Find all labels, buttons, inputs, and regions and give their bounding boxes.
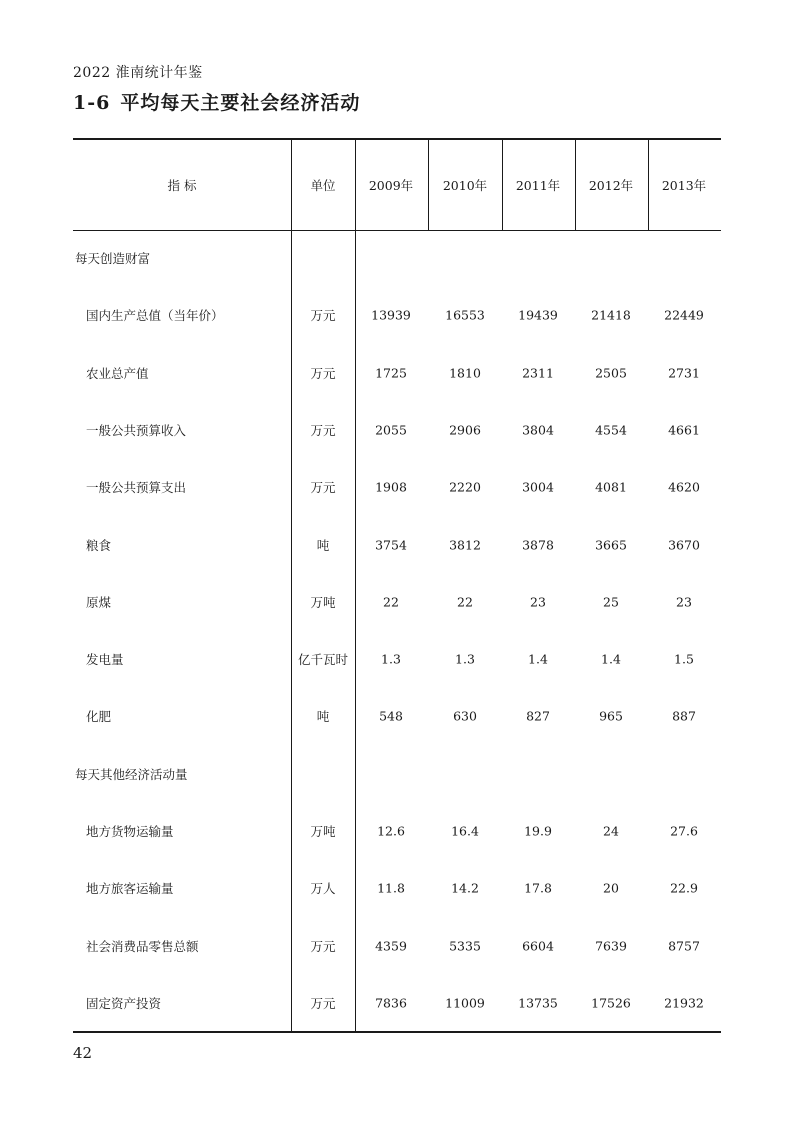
row-value-cell: 25 [603, 594, 619, 610]
year-column-header: 2012年 [588, 178, 634, 193]
table-bottom-rule [73, 1031, 721, 1033]
row-value-cell: 827 [526, 708, 550, 724]
statistics-table [73, 138, 721, 1033]
row-value-cell: 4359 [375, 938, 407, 954]
table-number: 1-6 [73, 92, 111, 114]
row-unit: 万元 [310, 995, 336, 1011]
unit-column-divider [355, 138, 356, 1033]
row-value-cell: 1810 [449, 365, 481, 381]
row-value-cell: 2311 [522, 365, 554, 381]
row-value-cell: 27.6 [670, 823, 698, 839]
row-value-cell: 887 [672, 708, 696, 724]
unit-column-header: 单位 [310, 178, 336, 193]
table-header-rule [73, 230, 721, 231]
row-value-cell: 4081 [595, 479, 627, 495]
row-value-cell: 22 [383, 594, 399, 610]
row-value-cell: 22 [457, 594, 473, 610]
row-value-cell: 21932 [664, 995, 704, 1011]
row-value-cell: 16553 [445, 307, 485, 323]
row-value-cell: 21418 [591, 307, 631, 323]
row-value-cell: 4661 [668, 422, 700, 438]
row-value-cell: 2505 [595, 365, 627, 381]
row-unit: 万元 [310, 308, 336, 324]
row-unit: 万吨 [310, 824, 336, 839]
header-divider-2013 [648, 138, 649, 231]
section-heading: 每天其他经济活动量 [75, 766, 188, 782]
row-value-cell: 23 [530, 594, 546, 610]
row-value-cell: 3878 [522, 537, 554, 552]
row-unit: 万元 [310, 480, 336, 496]
table-top-rule [73, 138, 721, 140]
row-value-cell: 12.6 [377, 823, 405, 839]
header-divider-2012 [575, 138, 576, 231]
row-indicator-label: 社会消费品零售总额 [86, 938, 199, 954]
row-value-cell: 1725 [375, 365, 407, 381]
year-column-header: 2010年 [442, 178, 488, 193]
row-value-cell: 14.2 [451, 880, 479, 896]
row-value-cell: 7639 [595, 938, 627, 954]
row-indicator-label: 固定资产投资 [86, 995, 162, 1011]
row-unit: 万元 [310, 365, 336, 381]
row-value-cell: 22449 [664, 307, 704, 323]
row-value-cell: 3754 [375, 537, 407, 552]
row-indicator-label: 发电量 [86, 652, 124, 668]
row-value-cell: 1.4 [601, 651, 621, 667]
indicator-column-header: 指 标 [167, 178, 197, 193]
row-indicator-label: 一般公共预算收入 [86, 422, 187, 438]
indicator-column-divider [291, 138, 292, 1033]
row-value-cell: 17.8 [524, 880, 552, 896]
row-indicator-label: 国内生产总值（当年价） [86, 308, 224, 324]
row-value-cell: 20 [603, 880, 619, 896]
row-value-cell: 5335 [449, 938, 481, 954]
row-indicator-label: 化肥 [86, 709, 112, 725]
row-value-cell: 13735 [518, 995, 558, 1011]
table-title-text: 平均每天主要社会经济活动 [120, 92, 361, 114]
row-indicator-label: 原煤 [86, 594, 112, 610]
row-value-cell: 1908 [375, 479, 407, 495]
row-value-cell: 1.4 [528, 651, 548, 667]
row-value-cell: 4554 [595, 422, 627, 438]
row-value-cell: 2906 [449, 422, 481, 438]
row-value-cell: 3665 [595, 537, 627, 552]
row-value-cell: 3670 [668, 537, 700, 552]
year-column-header: 2009年 [368, 178, 414, 193]
row-value-cell: 13939 [371, 307, 411, 323]
row-indicator-label: 粮食 [86, 537, 112, 553]
row-value-cell: 19.9 [524, 823, 552, 839]
row-value-cell: 4620 [668, 479, 700, 495]
row-value-cell: 3004 [522, 479, 554, 495]
row-value-cell: 1.5 [674, 651, 694, 667]
row-value-cell: 3804 [522, 422, 554, 438]
row-unit: 万元 [310, 422, 336, 438]
row-value-cell: 24 [603, 823, 619, 839]
row-value-cell: 16.4 [451, 823, 479, 839]
row-value-cell: 3812 [449, 537, 481, 552]
row-unit: 万吨 [310, 594, 336, 610]
book-title: 2022 淮南统计年鉴 [73, 65, 203, 81]
row-value-cell: 548 [379, 708, 403, 724]
row-value-cell: 965 [599, 708, 623, 724]
row-value-cell: 1.3 [381, 651, 401, 667]
row-value-cell: 23 [676, 594, 692, 610]
row-unit: 吨 [316, 537, 330, 553]
header-divider-2010 [428, 138, 429, 231]
row-value-cell: 630 [453, 708, 477, 724]
row-value-cell: 2220 [449, 479, 481, 495]
row-value-cell: 22.9 [670, 880, 698, 896]
row-value-cell: 7836 [375, 995, 407, 1011]
section-heading: 每天创造财富 [75, 251, 151, 266]
row-unit: 万元 [310, 938, 336, 954]
row-value-cell: 1.3 [455, 651, 475, 667]
row-value-cell: 8757 [668, 938, 700, 954]
row-indicator-label: 一般公共预算支出 [86, 480, 187, 496]
header-divider-2011 [502, 138, 503, 231]
row-value-cell: 6604 [522, 938, 554, 954]
row-indicator-label: 地方货物运输量 [86, 824, 174, 839]
row-value-cell: 11.8 [377, 880, 405, 896]
row-unit: 吨 [316, 709, 330, 725]
row-unit: 万人 [310, 881, 336, 897]
row-value-cell: 17526 [591, 995, 631, 1011]
row-value-cell: 2731 [668, 365, 700, 381]
row-value-cell: 11009 [445, 995, 485, 1011]
year-column-header: 2011年 [515, 178, 561, 193]
row-indicator-label: 地方旅客运输量 [86, 881, 174, 897]
row-value-cell: 19439 [518, 307, 558, 323]
row-unit: 亿千瓦时 [297, 652, 349, 668]
year-column-header: 2013年 [661, 178, 707, 193]
table-title [73, 88, 360, 115]
page-number: 42 [73, 1044, 93, 1062]
row-value-cell: 2055 [375, 422, 407, 438]
row-indicator-label: 农业总产值 [86, 365, 149, 381]
